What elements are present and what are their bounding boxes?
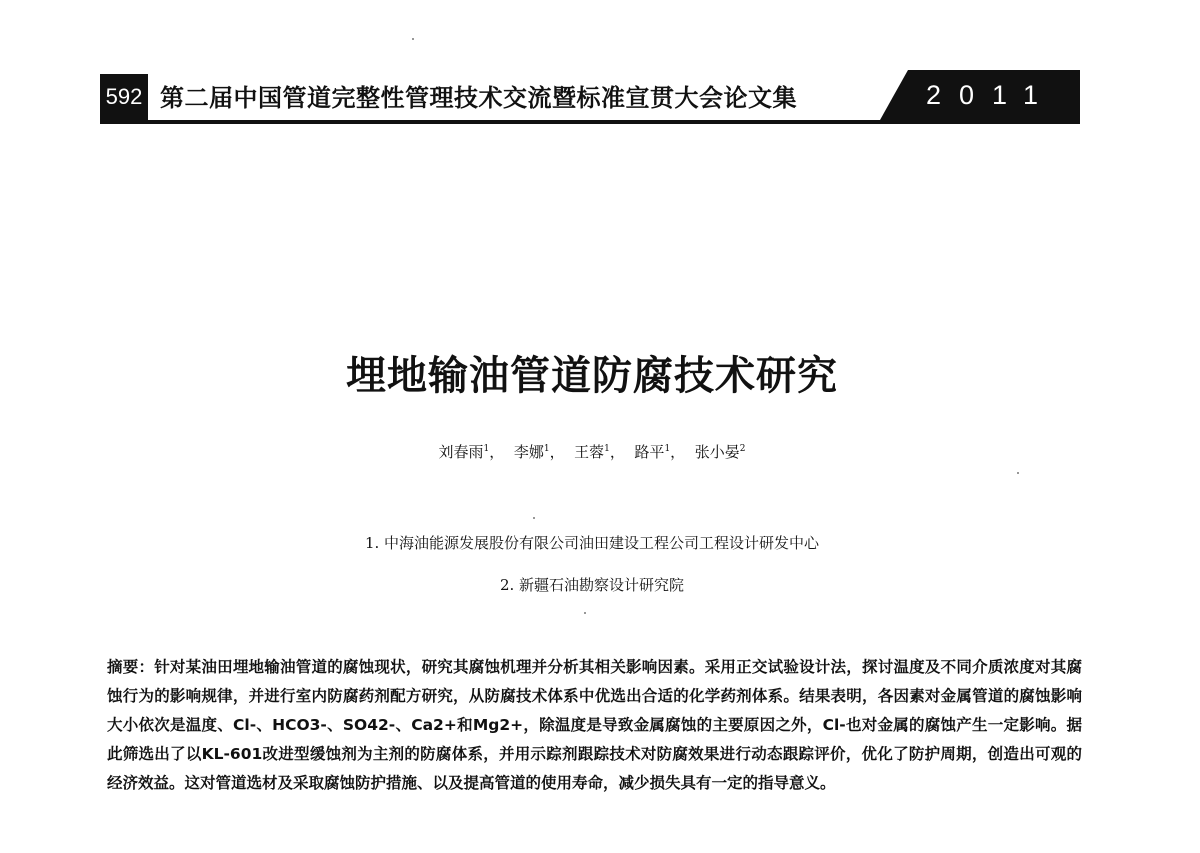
running-header <box>100 70 1080 122</box>
scan-speck <box>1017 472 1019 474</box>
author-name: 刘春雨 <box>438 443 484 461</box>
author-affil-mark: 1 <box>664 444 671 454</box>
author-name: 张小晏 <box>694 443 740 461</box>
author-list: 刘春雨$^1$， 李娜$^1$， 王蓉$^1$， 路平$^1$， 张小晏$^2$ <box>438 443 746 461</box>
author-name: 路平 <box>634 443 665 461</box>
scan-speck <box>584 612 586 614</box>
author-name: 李娜 <box>513 443 544 461</box>
author-affil-mark: 2 <box>739 444 746 454</box>
header-divider <box>100 120 1080 124</box>
author-affil-mark: 1 <box>483 444 490 454</box>
affiliation-2: 2. 新疆石油勘察设计研究院 <box>499 576 685 594</box>
affiliation-1: 1. 中海油能源发展股份有限公司油田建设工程公司工程设计研发中心 <box>364 534 820 552</box>
author-name: 王蓉 <box>574 443 605 461</box>
abstract-label: 摘要： <box>107 658 155 676</box>
abstract-body: 针对某油田埋地输油管道的腐蚀现状，研究其腐蚀机理并分析其相关影响因素。采用正交试验设计法，探讨温度及不同介质浓度对其腐蚀行为的影响规律，并进行室内防腐药剂配方研究，从防腐技术体系中优选出合适的化学药剂体系。结果表明，各因素对金属管道的腐蚀影响大小依次是温度、Cl-、HCO3-、SO42-、Ca2+和Mg2+，除温度是导致金属腐蚀的主要原因之外，Cl-也对金属的腐蚀产生一定影响。据此筛选出了以KL-601改进型缓蚀剂为主剂的防腐体系，并用示踪剂跟踪技术对防腐效果进行动态跟踪评价，优化了防护周期，创造出可观的经济效益。这对管道选材及采取腐蚀防护措施、以及提高管道的使用寿命，减少损失具有一定的指导意义。 <box>107 658 1082 792</box>
author-affil-mark: 1 <box>543 444 550 454</box>
journal-title: 第二届中国管道完整性管理技术交流暨标准宣贯大会论文集 <box>160 84 797 112</box>
paper-title: 埋地输油管道防腐技术研究 <box>346 353 838 399</box>
abstract <box>107 653 1082 798</box>
year-label: 2011 <box>925 80 1056 110</box>
scan-speck <box>533 517 535 519</box>
page-number: 592 <box>100 74 148 120</box>
author-affil-mark: 1 <box>604 444 610 454</box>
scan-speck <box>412 38 414 40</box>
